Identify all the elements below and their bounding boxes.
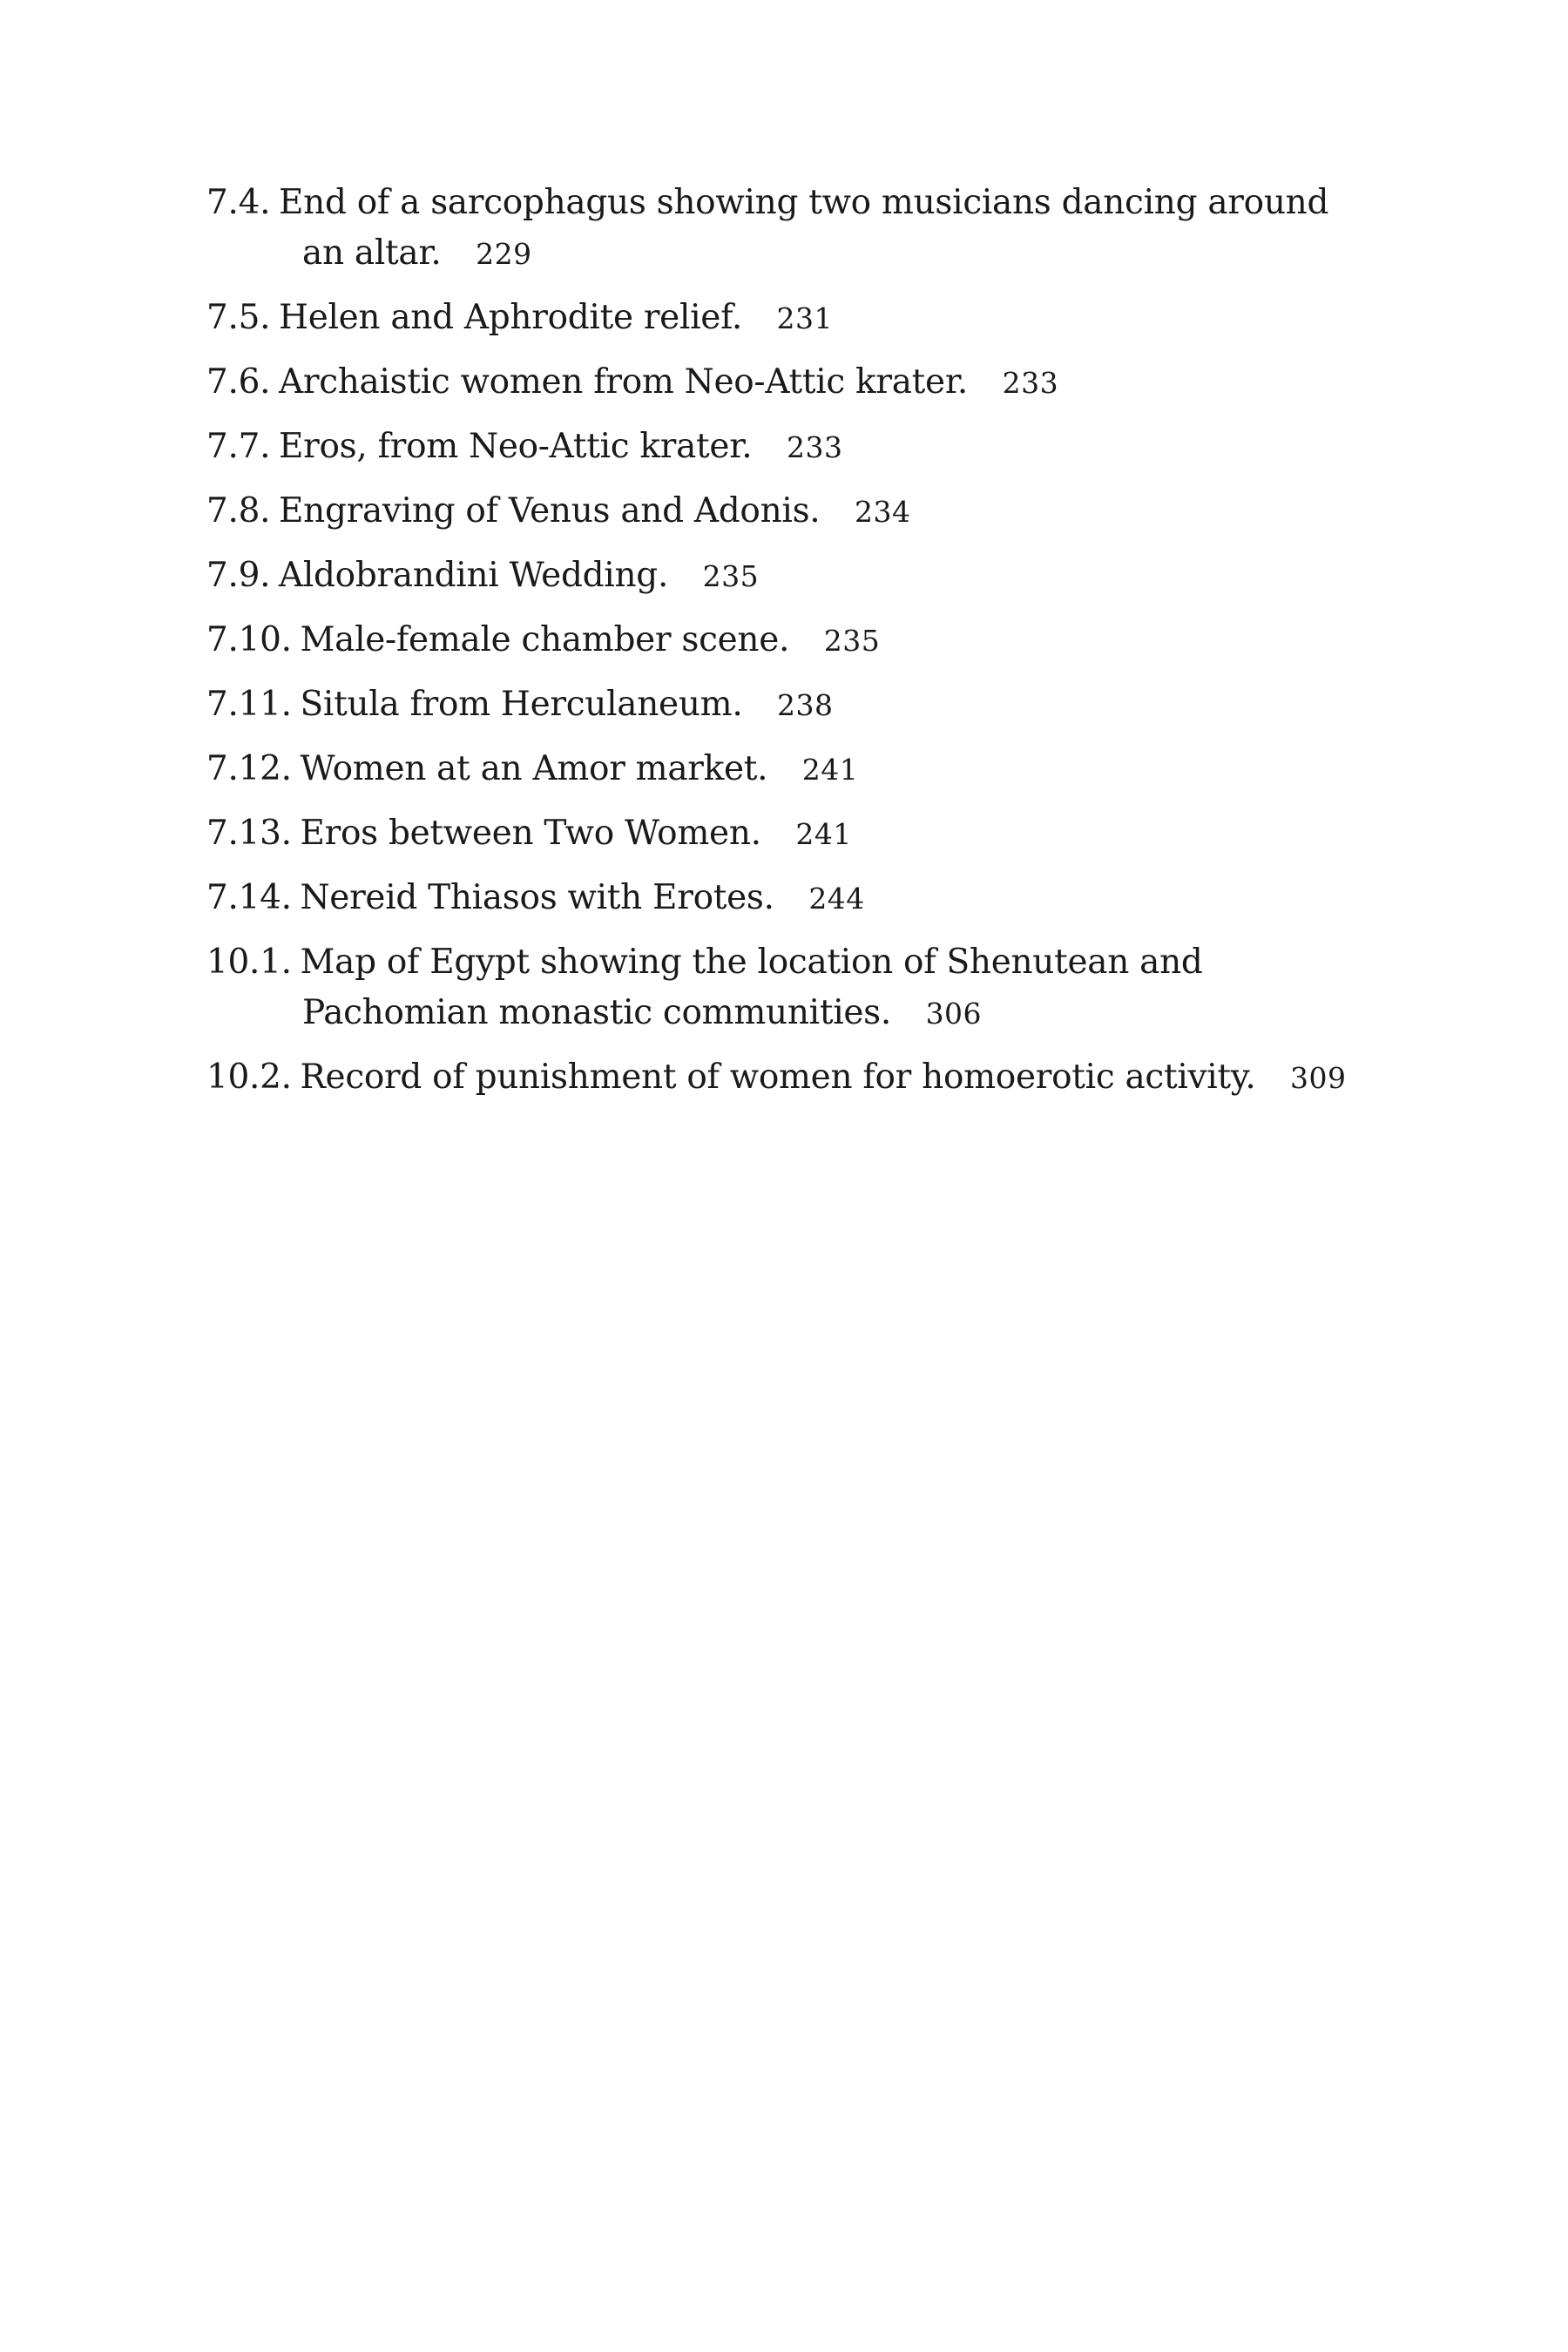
figure-number: 7.9. [206,556,271,595]
list-item [206,937,1356,1039]
figure-caption: Situla from Herculaneum. [300,685,743,724]
figure-caption: Engraving of Venus and Adonis. [278,491,821,531]
figure-number: 7.8. [206,491,271,531]
list-item [206,744,1356,795]
figure-caption: Aldobrandini Wedding. [278,556,669,595]
figure-caption: Archaistic women from Neo-Attic krater. [278,362,968,402]
figure-caption: End of a sarcophagus showing two musicians dancing around an altar. [278,183,1329,273]
page-number: 234 [854,495,911,529]
list-item [206,679,1356,731]
figure-number: 10.2. [206,1058,292,1097]
figure-caption: Record of punishment of women for homoerotic activity. [300,1058,1256,1097]
page-number: 238 [777,688,834,722]
page-number: 231 [776,301,834,335]
page-number: 235 [823,624,881,658]
figure-caption: Eros, from Neo-Attic krater. [278,427,753,466]
page-number: 241 [801,753,859,787]
page-number: 309 [1290,1061,1347,1095]
list-of-illustrations [206,178,1356,1117]
figure-number: 7.10. [206,620,292,659]
page-number: 241 [795,817,852,851]
figure-number: 7.12. [206,749,292,788]
list-item [206,293,1356,344]
page-number: 233 [786,430,843,464]
figure-number: 7.14. [206,878,292,917]
list-item [206,357,1356,409]
list-item [206,1052,1356,1104]
figure-number: 7.4. [206,183,271,222]
page-number: 235 [702,559,760,593]
figure-number: 10.1. [206,943,292,982]
page-number: 244 [808,882,865,916]
figure-caption: Women at an Amor market. [300,749,768,788]
list-item [206,422,1356,473]
list-item [206,808,1356,860]
figure-caption: Nereid Thiasos with Erotes. [300,878,774,917]
list-item [206,178,1356,280]
figure-number: 7.13. [206,814,292,853]
figure-number: 7.7. [206,427,271,466]
list-item [206,551,1356,602]
figure-number: 7.5. [206,298,271,337]
list-item [206,615,1356,666]
page-number: 229 [476,237,532,271]
figure-caption: Helen and Aphrodite relief. [278,298,742,337]
page-number: 306 [925,997,983,1031]
list-item [206,873,1356,924]
figure-caption: Map of Egypt showing the location of Shenutean and Pachomian monastic communities. [300,943,1203,1032]
page-number: 233 [1002,366,1059,400]
figure-number: 7.6. [206,362,271,402]
figure-caption: Male-female chamber scene. [300,620,790,659]
list-item [206,486,1356,537]
figure-caption: Eros between Two Women. [300,814,761,853]
figure-number: 7.11. [206,685,292,724]
